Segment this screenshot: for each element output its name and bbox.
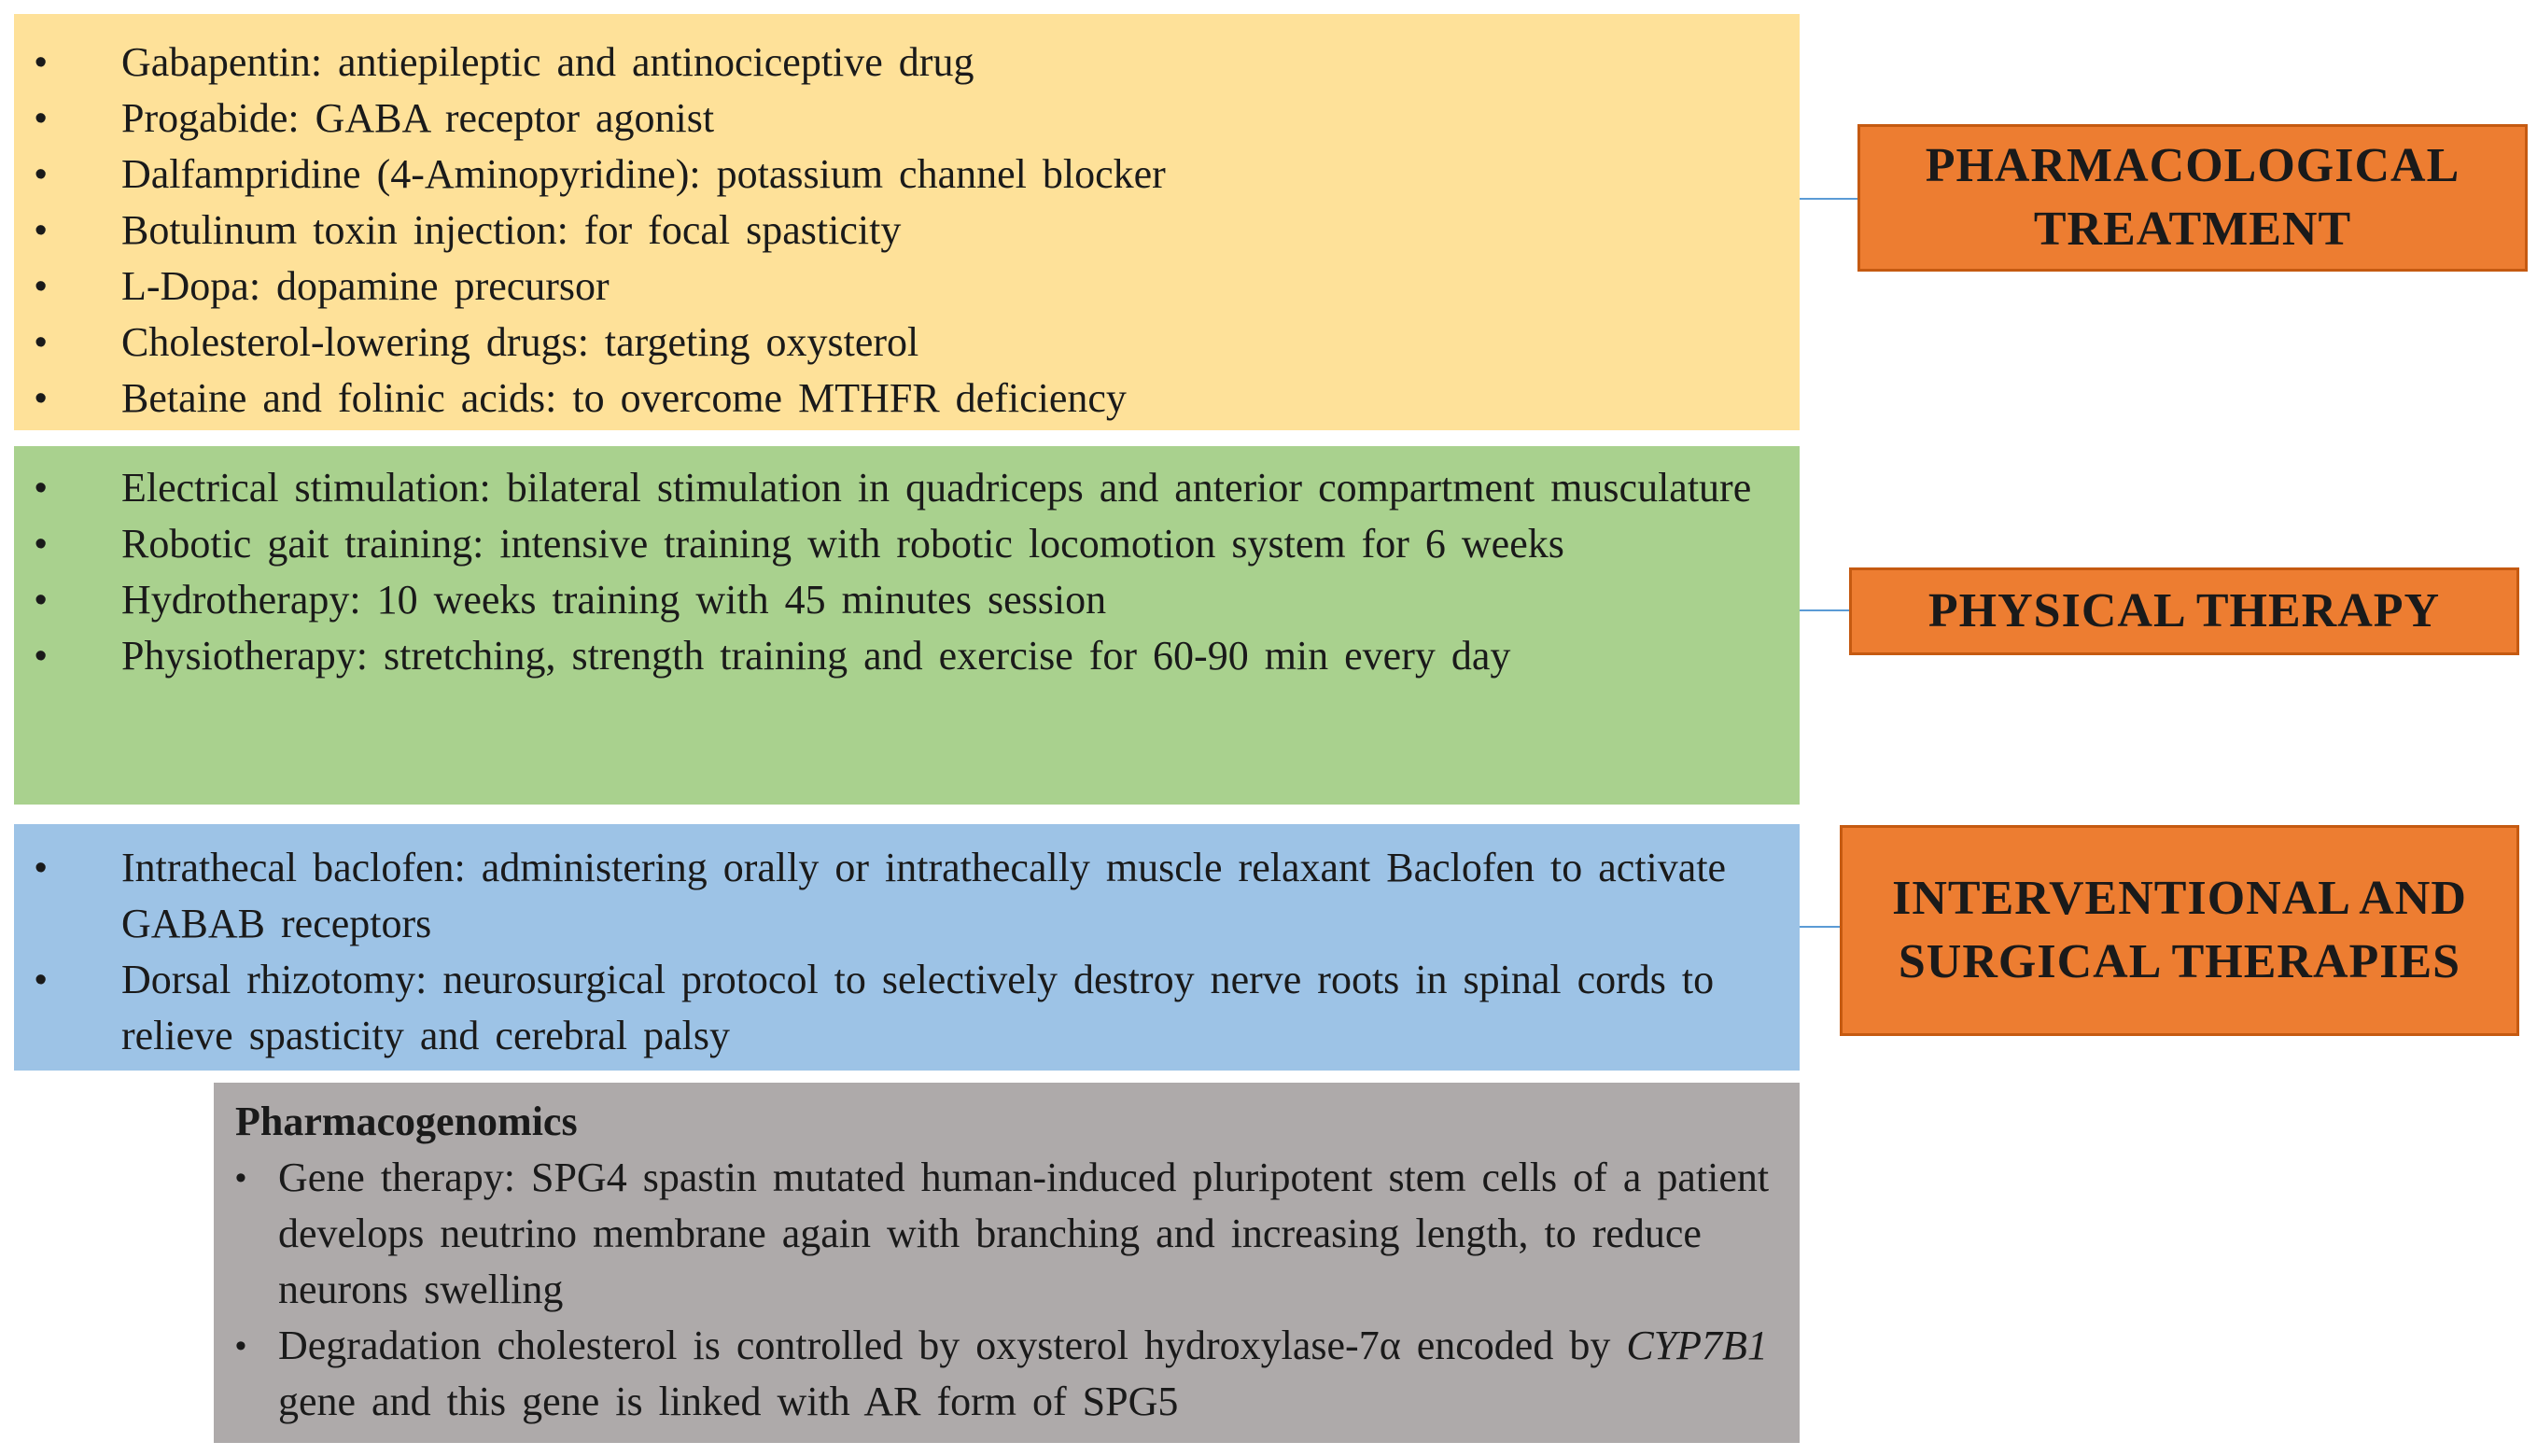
pharmacological-treatment-label: PHARMACOLOGICAL TREATMENT bbox=[1857, 124, 2528, 272]
list-item bbox=[14, 315, 1800, 371]
bullet-icon: • bbox=[35, 637, 48, 676]
bullet-icon: • bbox=[35, 267, 48, 306]
item-text: Robotic gait training: intensive training with robotic locomotion system for 6 weeks bbox=[121, 521, 1564, 567]
item-text: Physiotherapy: stretching, strength training and exercise for 60-90 min every day bbox=[121, 633, 1511, 679]
list-item bbox=[14, 628, 1800, 684]
list-item bbox=[214, 1318, 1800, 1430]
bullet-icon: • bbox=[35, 155, 48, 194]
item-text: Cholesterol-lowering drugs: targeting oxysterol bbox=[121, 319, 919, 365]
item-text: Betaine and folinic acids: to overcome MTHFR deficiency bbox=[121, 375, 1127, 421]
bullet-icon: • bbox=[35, 848, 48, 888]
item-text: L-Dopa: dopamine precursor bbox=[121, 263, 610, 309]
item-text: Gabapentin: antiepileptic and antinociceptive drug bbox=[121, 39, 974, 85]
physical-therapy-list bbox=[14, 460, 1800, 684]
bullet-icon: • bbox=[35, 211, 48, 250]
item-text: Degradation cholesterol is controlled by oxysterol hydroxylase-7α encoded by CYP7B1 gene and this gene is linked with AR form of SPG5 bbox=[278, 1323, 1768, 1424]
item-text: Dorsal rhizotomy: neurosurgical protocol to selectively destroy nerve roots in spinal cords to relieve spasticity and cerebral palsy bbox=[121, 957, 1715, 1058]
bullet-icon: • bbox=[35, 960, 48, 1000]
item-text: Dalfampridine (4-Aminopyridine): potassium channel blocker bbox=[121, 151, 1166, 197]
bullet-icon: • bbox=[35, 323, 48, 362]
pharmacological-list bbox=[14, 35, 1800, 427]
pharmacological-connector-line bbox=[1800, 198, 1857, 200]
item-text: Intrathecal baclofen: administering orally or intrathecally muscle relaxant Baclofen to activate GABAB receptors bbox=[121, 845, 1727, 946]
list-item bbox=[14, 460, 1800, 516]
bullet-icon: • bbox=[35, 379, 48, 418]
list-item bbox=[14, 371, 1800, 427]
pharmacogenomics-list bbox=[214, 1150, 1800, 1430]
list-item bbox=[14, 840, 1800, 952]
list-item bbox=[14, 91, 1800, 147]
interventional-surgical-label: INTERVENTIONAL AND SURGICAL THERAPIES bbox=[1840, 825, 2519, 1036]
gene-symbol: CYP7B1 bbox=[1626, 1323, 1768, 1368]
list-item bbox=[14, 35, 1800, 91]
physical-therapy-panel bbox=[14, 446, 1800, 805]
list-item bbox=[14, 259, 1800, 315]
list-item bbox=[14, 516, 1800, 572]
item-text: Botulinum toxin injection: for focal spasticity bbox=[121, 207, 902, 253]
list-item bbox=[14, 952, 1800, 1064]
item-text: Hydrotherapy: 10 weeks training with 45 minutes session bbox=[121, 577, 1107, 623]
bullet-icon: • bbox=[235, 1160, 246, 1196]
item-text: Progabide: GABA receptor agonist bbox=[121, 95, 715, 141]
bullet-icon: • bbox=[35, 581, 48, 620]
pharmacogenomics-title: Pharmacogenomics bbox=[235, 1099, 578, 1144]
item-text: Gene therapy: SPG4 spastin mutated human-induced pluripotent stem cells of a patient develops neutrino membrane again with branching and increasing length, to reduce neurons swelling bbox=[278, 1155, 1770, 1312]
list-item bbox=[14, 572, 1800, 628]
list-item bbox=[14, 147, 1800, 203]
interventional-list bbox=[14, 840, 1800, 1064]
pharmacological-treatment-panel bbox=[14, 14, 1800, 430]
pharmacogenomics-panel bbox=[214, 1083, 1800, 1443]
bullet-icon: • bbox=[35, 525, 48, 564]
physical-therapy-label: PHYSICAL THERAPY bbox=[1849, 567, 2519, 655]
interventional-surgical-panel bbox=[14, 824, 1800, 1071]
list-item bbox=[214, 1150, 1800, 1318]
bullet-icon: • bbox=[35, 43, 48, 82]
list-item bbox=[14, 203, 1800, 259]
item-text: Electrical stimulation: bilateral stimulation in quadriceps and anterior compartment musculature bbox=[121, 465, 1752, 511]
bullet-icon: • bbox=[235, 1328, 246, 1364]
bullet-icon: • bbox=[35, 99, 48, 138]
bullet-icon: • bbox=[35, 469, 48, 508]
physical-therapy-connector-line bbox=[1800, 609, 1849, 611]
interventional-connector-line bbox=[1800, 926, 1840, 928]
